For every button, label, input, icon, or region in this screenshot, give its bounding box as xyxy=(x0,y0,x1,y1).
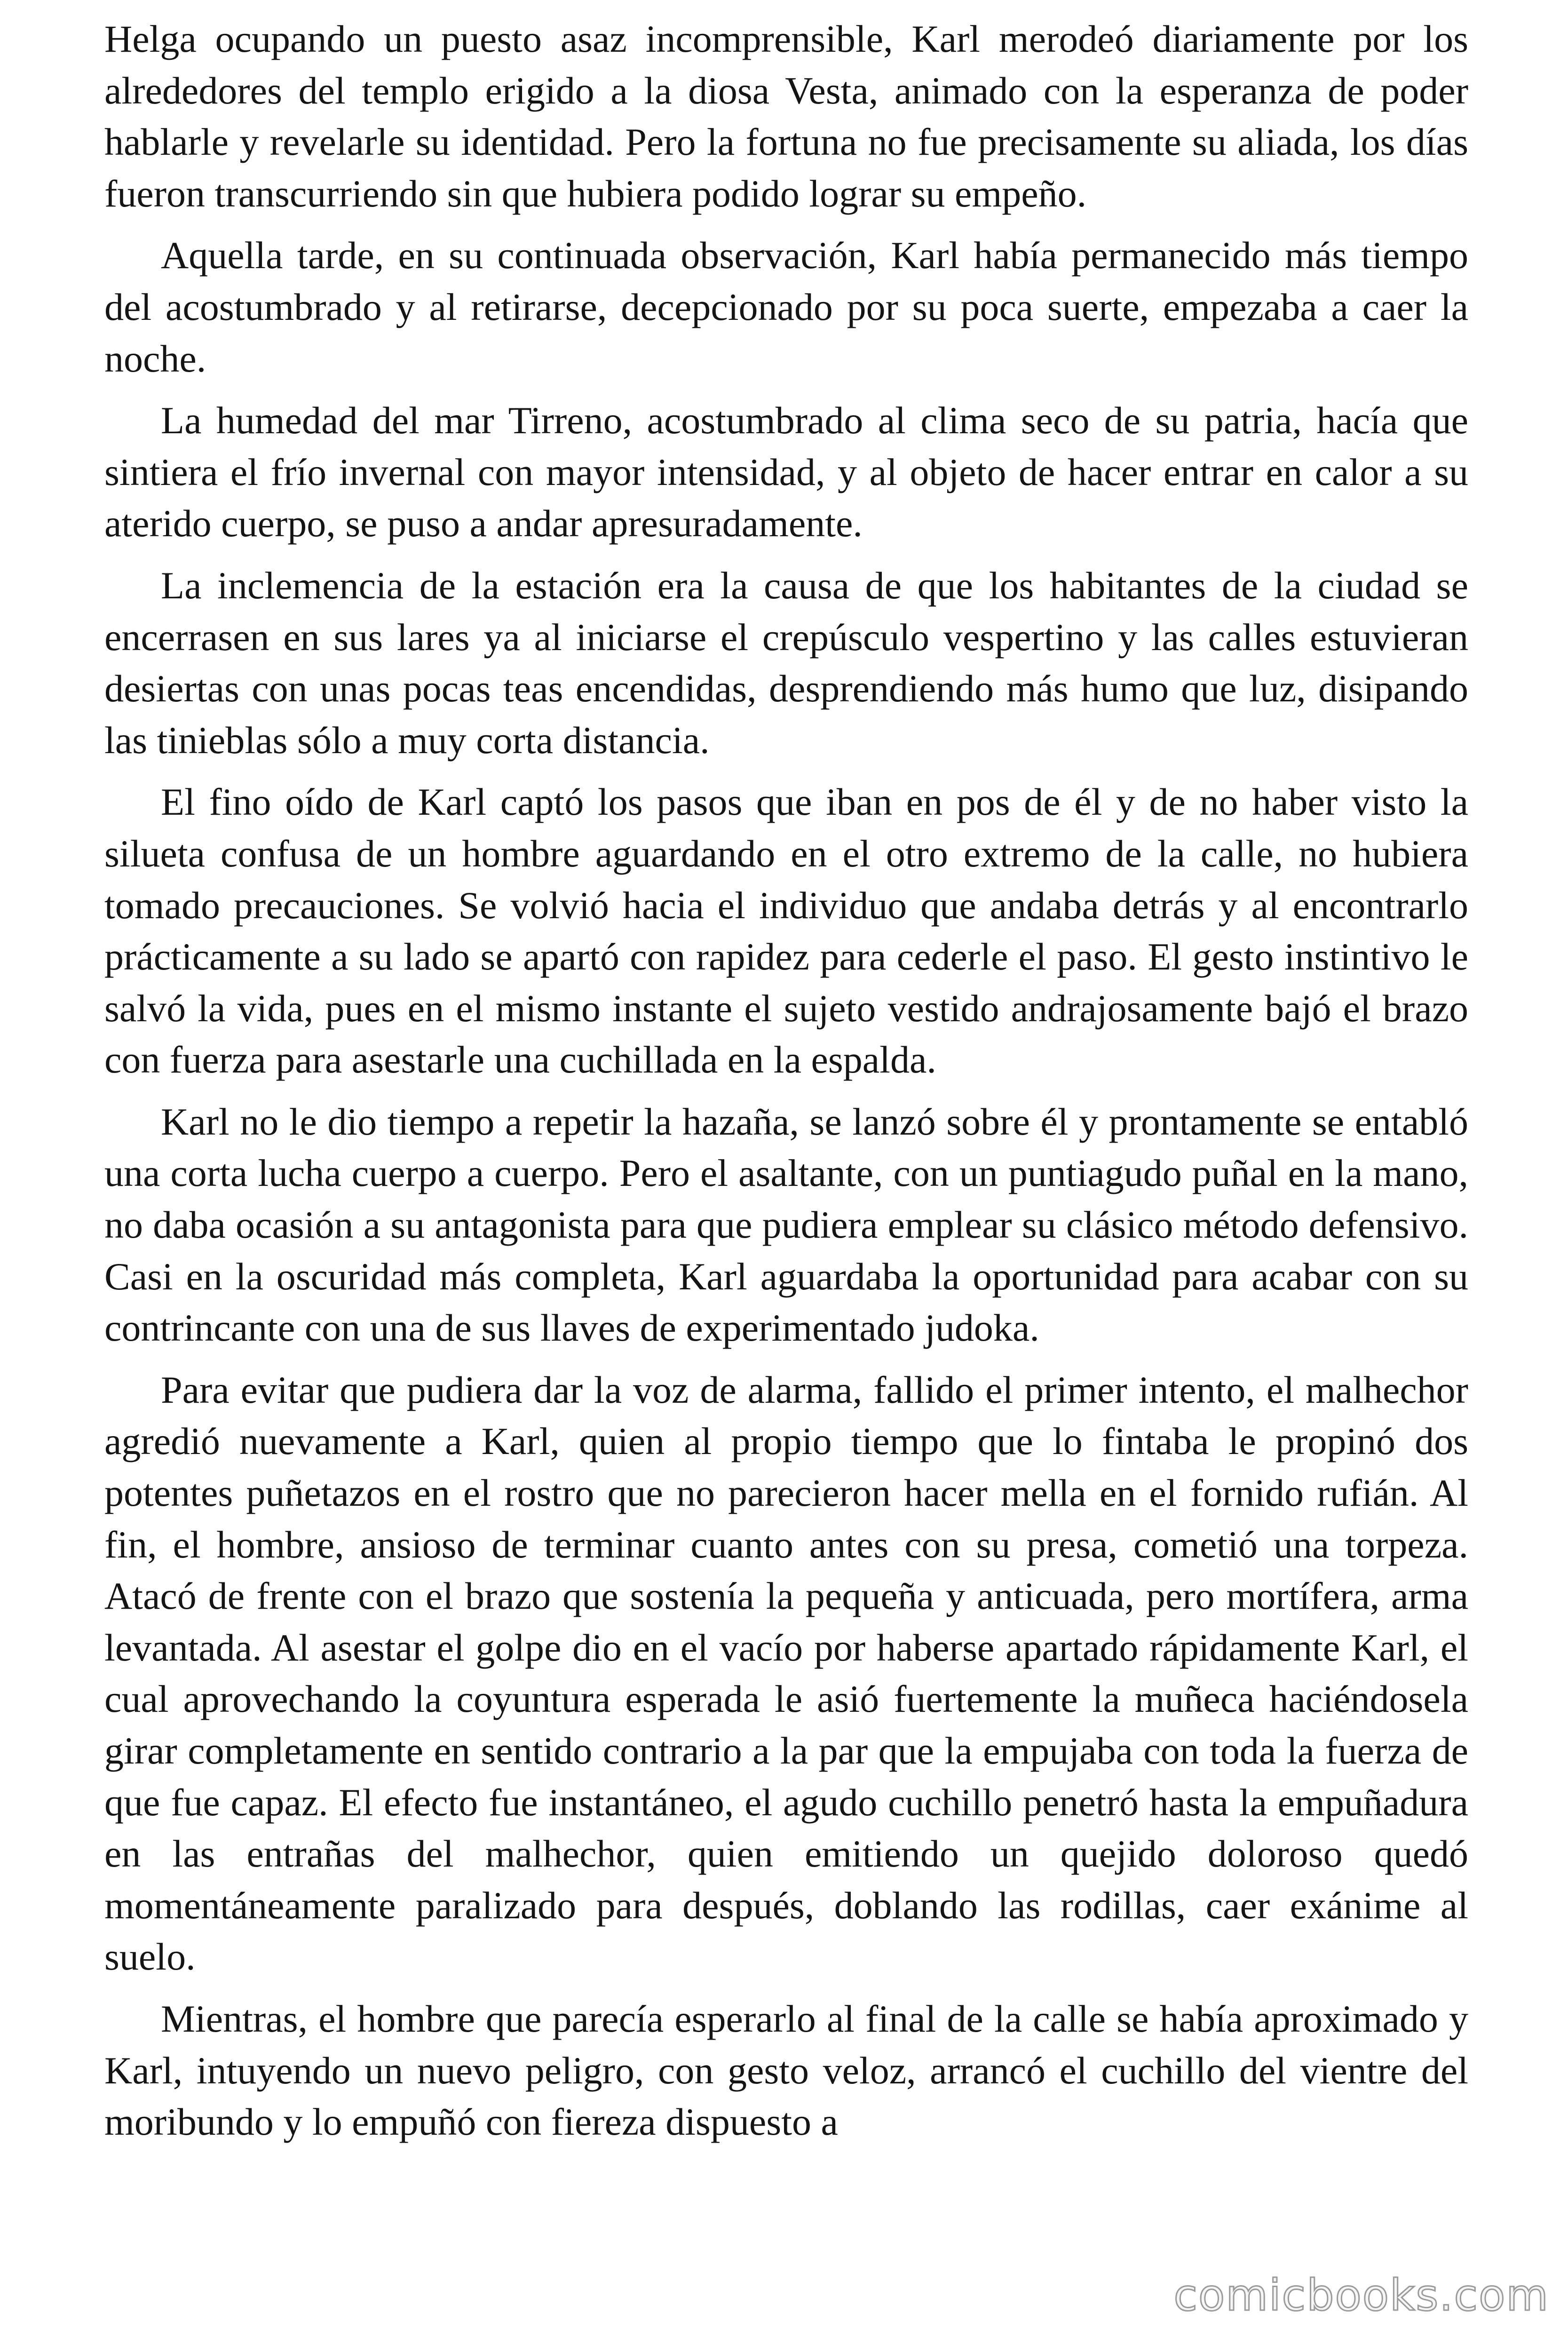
paragraph-5: El fino oído de Karl captó los pasos que iban en pos de él y de no haber visto la silueta confusa de un hombre aguardando en el otro extremo de la calle, no hubiera tomado precauciones. Se volvió hacia el individuo que andaba detrás y al encontrarlo prácticamente a su lado se apartó con rapidez para cederle el paso. El gesto instintivo le salvó la vida, pues en el mismo instante el sujeto vestido andrajosamente bajó el brazo con fuerza para asestarle una cuchillada en la espalda. xyxy=(104,780,1468,1081)
paragraph-7: Para evitar que pudiera dar la voz de alarma, fallido el primer intento, el malhechor agredió nuevamente a Karl, quien al propio tiempo que lo fintaba le propinó dos potentes puñetazos en el rostro que no parecieron hacer mella en el fornido rufián. Al fin, el hombre, ansioso de terminar cuanto antes con su presa, cometió una torpeza. Atacó de frente con el brazo que sostenía la pequeña y anticuada, pero mortífera, arma levantada. Al asestar el golpe dio en el vacío por haberse apartado rápidamente Karl, el cual aprovechando la coyuntura esperada le asió fuertemente la muñeca haciéndosela girar completamente en sentido contrario a la par que la empujaba con toda la fuerza de que fue capaz. El efecto fue instantáneo, el agudo cuchillo penetró hasta la empuñadura en las entrañas del malhechor, quien emitiendo un quejido doloroso quedó momentáneamente paralizado para después, doblando las rodillas, caer exánime al suelo. xyxy=(104,1368,1468,1979)
paragraph-2: Aquella tarde, en su continuada observación, Karl había permanecido más tiempo del acostumbrado y al retirarse, decepcionado por su poca suerte, empezaba a caer la noche. xyxy=(104,234,1468,380)
paragraph-8: Mientras, el hombre que parecía esperarlo al final de la calle se había aproximado y Karl, intuyendo un nuevo peligro, con gesto veloz, arrancó el cuchillo del vientre del moribundo y lo empuñó con fiereza dispuesto a xyxy=(104,1997,1468,2144)
paragraph-1: Helga ocupando un puesto asaz incomprensible, Karl merodeó diariamente por los alrededores del templo erigido a la diosa Vesta, animado con la esperanza de poder hablarle y revelarle su identidad. Pero la fortuna no fue precisamente su aliada, los días fueron transcurriendo sin que hubiera podido lograr su empeño. xyxy=(104,17,1468,215)
paragraph-3: La humedad del mar Tirreno, acostumbrado al clima seco de su patria, hacía que sintiera el frío invernal con mayor intensidad, y al objeto de hacer entrar en calor a su aterido cuerpo, se puso a andar apresuradamente. xyxy=(104,399,1468,545)
paragraph-4: La inclemencia de la estación era la causa de que los habitantes de la ciudad se encerrasen en sus lares ya al iniciarse el crepúsculo vespertino y las calles estuvieran desiertas con unas pocas teas encendidas, desprendiendo más humo que luz, disipando las tinieblas sólo a muy corta distancia. xyxy=(104,564,1468,762)
body-text xyxy=(104,13,1468,2158)
watermark-text: comicbooks.com xyxy=(1173,2270,1549,2320)
paragraph-6: Karl no le dio tiempo a repetir la hazaña, se lanzó sobre él y prontamente se entabló una corta lucha cuerpo a cuerpo. Pero el asaltante, con un puntiagudo puñal en la mano, no daba ocasión a su antagonista para que pudiera emplear su clásico método defensivo. Casi en la oscuridad más completa, Karl aguardaba la oportunidad para acabar con su contrincante con una de sus llaves de experimentado judoka. xyxy=(104,1100,1468,1350)
